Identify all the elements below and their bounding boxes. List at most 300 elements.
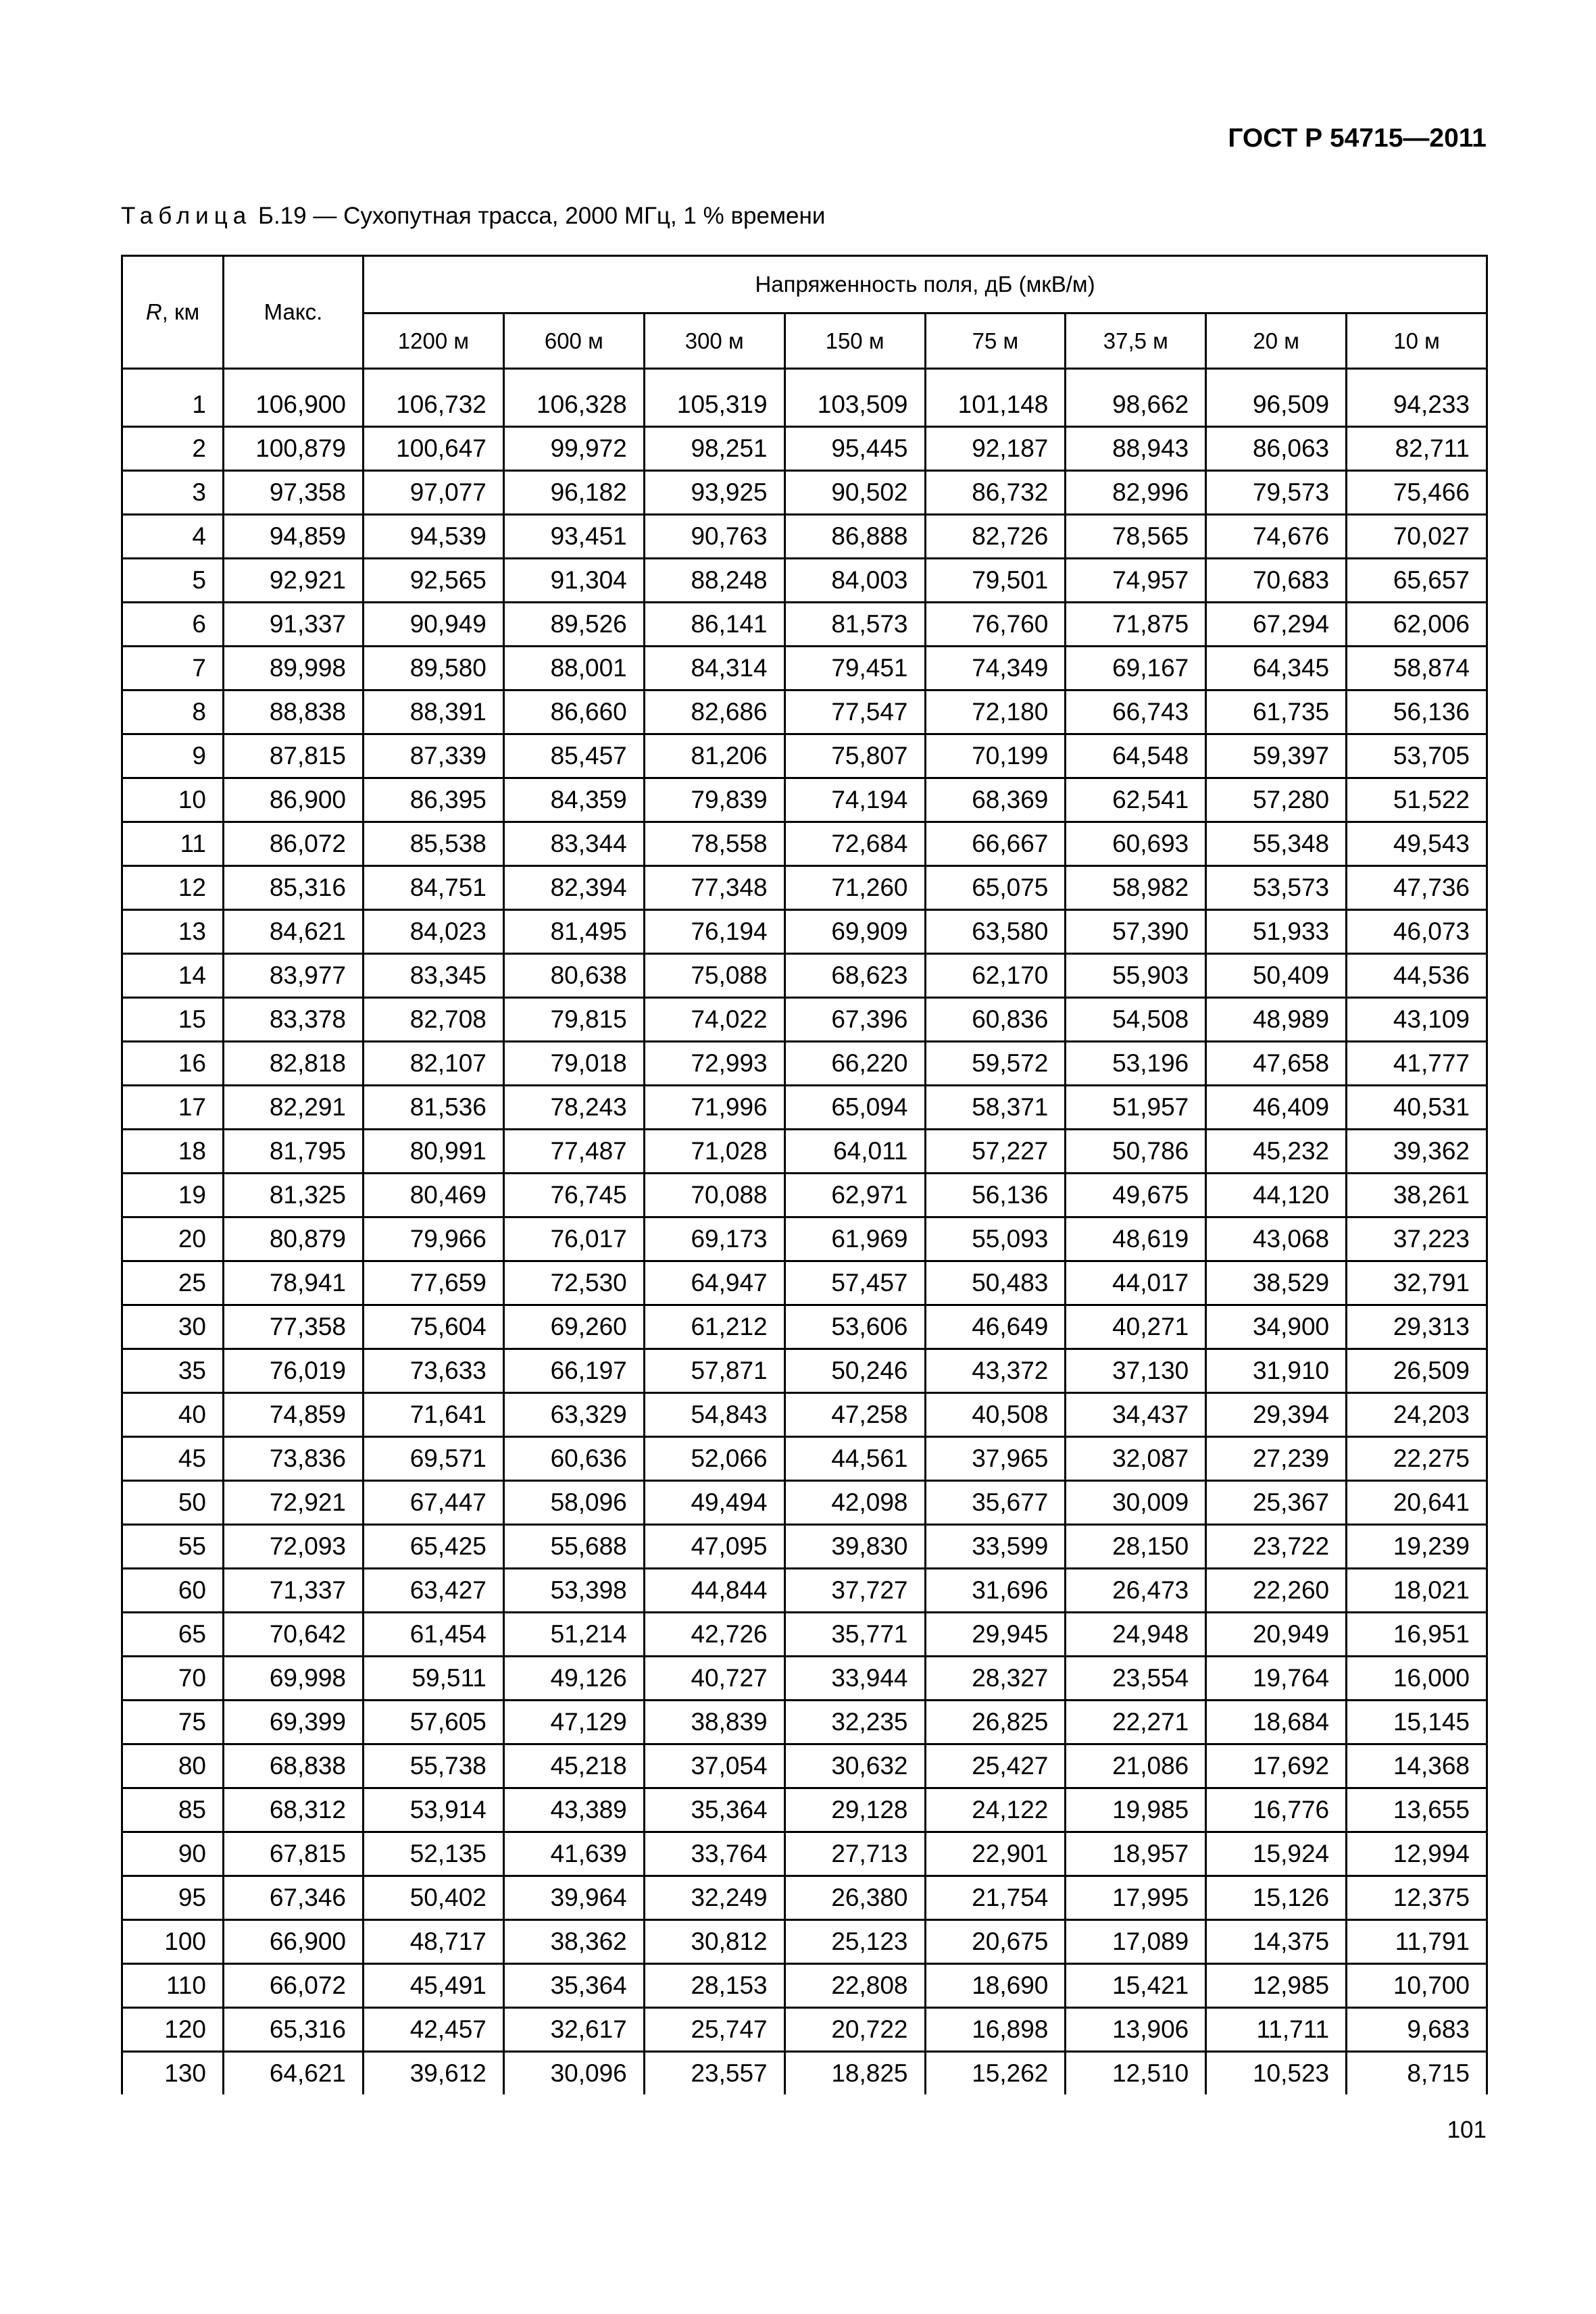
field-strength-cell: 45,491 bbox=[364, 1964, 504, 2008]
field-strength-cell: 55,903 bbox=[1066, 954, 1206, 998]
field-strength-cell: 53,914 bbox=[364, 1788, 504, 1832]
table-row bbox=[122, 559, 1487, 603]
field-strength-cell: 22,808 bbox=[784, 1964, 925, 2008]
distance-cell: 18 bbox=[122, 1130, 224, 1174]
table-caption bbox=[121, 203, 825, 230]
field-strength-cell: 43,068 bbox=[1206, 1217, 1347, 1261]
distance-cell: 80 bbox=[122, 1744, 224, 1788]
field-strength-cell: 26,509 bbox=[1347, 1349, 1487, 1393]
max-value-cell: 86,900 bbox=[224, 778, 364, 822]
field-strength-cell: 77,348 bbox=[644, 866, 784, 910]
field-strength-cell: 20,641 bbox=[1347, 1481, 1487, 1525]
max-value-cell: 80,879 bbox=[224, 1217, 364, 1261]
field-strength-cell: 78,565 bbox=[1066, 515, 1206, 559]
field-strength-cell: 69,571 bbox=[364, 1437, 504, 1481]
max-value-cell: 83,977 bbox=[224, 954, 364, 998]
field-strength-cell: 33,764 bbox=[644, 1832, 784, 1876]
field-strength-cell: 44,120 bbox=[1206, 1174, 1347, 1217]
caption-word: Таблица bbox=[121, 203, 252, 229]
field-strength-cell: 83,344 bbox=[503, 822, 644, 866]
table-row bbox=[122, 734, 1487, 778]
distance-cell: 25 bbox=[122, 1261, 224, 1305]
field-strength-cell: 19,764 bbox=[1206, 1657, 1347, 1701]
field-strength-cell: 65,425 bbox=[364, 1525, 504, 1569]
field-strength-cell: 76,017 bbox=[503, 1217, 644, 1261]
field-strength-cell: 53,398 bbox=[503, 1569, 644, 1613]
field-strength-cell: 90,502 bbox=[784, 471, 925, 515]
field-strength-cell: 79,966 bbox=[364, 1217, 504, 1261]
field-strength-cell: 93,451 bbox=[503, 515, 644, 559]
table-row bbox=[122, 2052, 1487, 2095]
field-strength-cell: 45,218 bbox=[503, 1744, 644, 1788]
field-strength-cell: 81,573 bbox=[784, 603, 925, 647]
field-strength-cell: 30,632 bbox=[784, 1744, 925, 1788]
field-strength-cell: 68,623 bbox=[784, 954, 925, 998]
field-strength-cell: 50,483 bbox=[925, 1261, 1066, 1305]
field-strength-cell: 75,604 bbox=[364, 1305, 504, 1349]
height-column-header: 37,5 м bbox=[1066, 313, 1206, 369]
height-column-header: 150 м bbox=[784, 313, 925, 369]
field-strength-cell: 57,871 bbox=[644, 1349, 784, 1393]
distance-cell: 15 bbox=[122, 998, 224, 1042]
distance-cell: 60 bbox=[122, 1569, 224, 1613]
field-strength-cell: 30,812 bbox=[644, 1920, 784, 1964]
field-strength-cell: 32,617 bbox=[503, 2008, 644, 2052]
field-strength-cell: 47,095 bbox=[644, 1525, 784, 1569]
max-value-cell: 88,838 bbox=[224, 690, 364, 734]
field-strength-cell: 84,314 bbox=[644, 647, 784, 690]
field-strength-cell: 80,991 bbox=[364, 1130, 504, 1174]
field-strength-cell: 76,194 bbox=[644, 910, 784, 954]
field-strength-cell: 86,395 bbox=[364, 778, 504, 822]
field-strength-cell: 52,135 bbox=[364, 1832, 504, 1876]
distance-cell: 75 bbox=[122, 1701, 224, 1744]
field-strength-cell: 59,397 bbox=[1206, 734, 1347, 778]
field-strength-cell: 57,280 bbox=[1206, 778, 1347, 822]
field-strength-cell: 48,619 bbox=[1066, 1217, 1206, 1261]
max-value-cell: 74,859 bbox=[224, 1393, 364, 1437]
field-strength-cell: 18,825 bbox=[784, 2052, 925, 2095]
field-strength-cell: 78,558 bbox=[644, 822, 784, 866]
max-value-cell: 77,358 bbox=[224, 1305, 364, 1349]
table-row bbox=[122, 384, 1487, 427]
header-gap-row bbox=[122, 369, 1487, 384]
field-strength-cell: 31,696 bbox=[925, 1569, 1066, 1613]
field-strength-cell: 61,735 bbox=[1206, 690, 1347, 734]
max-value-cell: 69,998 bbox=[224, 1657, 364, 1701]
table-row bbox=[122, 1701, 1487, 1744]
field-strength-cell: 64,947 bbox=[644, 1261, 784, 1305]
field-strength-cell: 23,722 bbox=[1206, 1525, 1347, 1569]
field-strength-cell: 88,943 bbox=[1066, 427, 1206, 471]
field-strength-table bbox=[121, 255, 1488, 2094]
field-strength-cell: 74,957 bbox=[1066, 559, 1206, 603]
field-strength-cell: 95,445 bbox=[784, 427, 925, 471]
max-value-cell: 69,399 bbox=[224, 1701, 364, 1744]
table-row bbox=[122, 515, 1487, 559]
table-row bbox=[122, 1437, 1487, 1481]
max-value-cell: 70,642 bbox=[224, 1613, 364, 1657]
field-strength-cell: 86,141 bbox=[644, 603, 784, 647]
table-row bbox=[122, 778, 1487, 822]
field-strength-cell: 63,329 bbox=[503, 1393, 644, 1437]
field-strength-cell: 38,362 bbox=[503, 1920, 644, 1964]
field-strength-cell: 67,294 bbox=[1206, 603, 1347, 647]
field-strength-cell: 29,945 bbox=[925, 1613, 1066, 1657]
field-strength-cell: 63,427 bbox=[364, 1569, 504, 1613]
max-value-cell: 71,337 bbox=[224, 1569, 364, 1613]
field-strength-cell: 96,182 bbox=[503, 471, 644, 515]
field-strength-cell: 70,027 bbox=[1347, 515, 1487, 559]
field-strength-cell: 44,017 bbox=[1066, 1261, 1206, 1305]
field-strength-cell: 33,944 bbox=[784, 1657, 925, 1701]
field-strength-cell: 45,232 bbox=[1206, 1130, 1347, 1174]
field-strength-cell: 79,839 bbox=[644, 778, 784, 822]
table-row bbox=[122, 1964, 1487, 2008]
max-value-cell: 86,072 bbox=[224, 822, 364, 866]
field-strength-cell: 66,220 bbox=[784, 1042, 925, 1086]
max-value-cell: 66,900 bbox=[224, 1920, 364, 1964]
table-row bbox=[122, 1174, 1487, 1217]
distance-cell: 70 bbox=[122, 1657, 224, 1701]
field-strength-cell: 69,173 bbox=[644, 1217, 784, 1261]
field-strength-cell: 32,791 bbox=[1347, 1261, 1487, 1305]
max-value-cell: 67,346 bbox=[224, 1876, 364, 1920]
table-row bbox=[122, 647, 1487, 690]
field-strength-cell: 21,086 bbox=[1066, 1744, 1206, 1788]
field-strength-cell: 30,009 bbox=[1066, 1481, 1206, 1525]
field-strength-cell: 28,150 bbox=[1066, 1525, 1206, 1569]
field-strength-cell: 57,457 bbox=[784, 1261, 925, 1305]
distance-cell: 14 bbox=[122, 954, 224, 998]
field-strength-cell: 19,239 bbox=[1347, 1525, 1487, 1569]
max-value-cell: 82,818 bbox=[224, 1042, 364, 1086]
max-value-cell: 83,378 bbox=[224, 998, 364, 1042]
field-strength-cell: 12,985 bbox=[1206, 1964, 1347, 2008]
table-row bbox=[122, 1305, 1487, 1349]
field-strength-cell: 101,148 bbox=[925, 384, 1066, 427]
field-strength-cell: 98,251 bbox=[644, 427, 784, 471]
field-strength-cell: 39,830 bbox=[784, 1525, 925, 1569]
field-strength-cell: 89,580 bbox=[364, 647, 504, 690]
table-row bbox=[122, 1920, 1487, 1964]
field-strength-cell: 62,541 bbox=[1066, 778, 1206, 822]
max-value-cell: 76,019 bbox=[224, 1349, 364, 1393]
field-strength-cell: 86,732 bbox=[925, 471, 1066, 515]
field-strength-cell: 94,539 bbox=[364, 515, 504, 559]
distance-cell: 50 bbox=[122, 1481, 224, 1525]
field-strength-cell: 51,214 bbox=[503, 1613, 644, 1657]
field-strength-cell: 105,319 bbox=[644, 384, 784, 427]
field-strength-cell: 24,122 bbox=[925, 1788, 1066, 1832]
field-strength-cell: 82,394 bbox=[503, 866, 644, 910]
distance-cell: 130 bbox=[122, 2052, 224, 2095]
field-strength-cell: 57,390 bbox=[1066, 910, 1206, 954]
field-strength-cell: 70,199 bbox=[925, 734, 1066, 778]
field-strength-cell: 11,711 bbox=[1206, 2008, 1347, 2052]
field-strength-cell: 22,901 bbox=[925, 1832, 1066, 1876]
field-strength-cell: 72,684 bbox=[784, 822, 925, 866]
field-strength-cell: 35,364 bbox=[644, 1788, 784, 1832]
table-row bbox=[122, 427, 1487, 471]
distance-cell: 85 bbox=[122, 1788, 224, 1832]
field-strength-cell: 77,659 bbox=[364, 1261, 504, 1305]
max-value-cell: 89,998 bbox=[224, 647, 364, 690]
field-strength-cell: 40,271 bbox=[1066, 1305, 1206, 1349]
field-strength-cell: 69,167 bbox=[1066, 647, 1206, 690]
max-value-cell: 94,859 bbox=[224, 515, 364, 559]
field-strength-cell: 75,807 bbox=[784, 734, 925, 778]
distance-cell: 95 bbox=[122, 1876, 224, 1920]
field-strength-cell: 21,754 bbox=[925, 1876, 1066, 1920]
field-strength-cell: 66,197 bbox=[503, 1349, 644, 1393]
distance-cell: 100 bbox=[122, 1920, 224, 1964]
field-strength-cell: 27,239 bbox=[1206, 1437, 1347, 1481]
field-strength-cell: 43,372 bbox=[925, 1349, 1066, 1393]
height-column-header: 20 м bbox=[1206, 313, 1347, 369]
field-strength-cell: 68,369 bbox=[925, 778, 1066, 822]
field-strength-cell: 76,760 bbox=[925, 603, 1066, 647]
field-strength-cell: 62,971 bbox=[784, 1174, 925, 1217]
table-row bbox=[122, 1832, 1487, 1876]
distance-cell: 5 bbox=[122, 559, 224, 603]
field-strength-cell: 58,982 bbox=[1066, 866, 1206, 910]
field-strength-cell: 60,836 bbox=[925, 998, 1066, 1042]
table-row bbox=[122, 1393, 1487, 1437]
field-strength-cell: 86,063 bbox=[1206, 427, 1347, 471]
field-strength-cell: 69,909 bbox=[784, 910, 925, 954]
field-strength-cell: 38,261 bbox=[1347, 1174, 1487, 1217]
field-strength-cell: 81,536 bbox=[364, 1086, 504, 1130]
field-strength-cell: 81,206 bbox=[644, 734, 784, 778]
field-strength-cell: 70,088 bbox=[644, 1174, 784, 1217]
field-strength-cell: 64,011 bbox=[784, 1130, 925, 1174]
field-strength-cell: 59,572 bbox=[925, 1042, 1066, 1086]
field-strength-cell: 48,989 bbox=[1206, 998, 1347, 1042]
field-strength-cell: 8,715 bbox=[1347, 2052, 1487, 2095]
field-strength-cell: 55,738 bbox=[364, 1744, 504, 1788]
table-row bbox=[122, 2008, 1487, 2052]
field-strength-cell: 67,396 bbox=[784, 998, 925, 1042]
field-strength-cell: 84,359 bbox=[503, 778, 644, 822]
table-row bbox=[122, 1217, 1487, 1261]
field-strength-cell: 42,457 bbox=[364, 2008, 504, 2052]
field-strength-cell: 35,364 bbox=[503, 1964, 644, 2008]
distance-cell: 30 bbox=[122, 1305, 224, 1349]
field-strength-cell: 44,536 bbox=[1347, 954, 1487, 998]
field-strength-cell: 58,096 bbox=[503, 1481, 644, 1525]
field-strength-cell: 60,636 bbox=[503, 1437, 644, 1481]
field-strength-cell: 56,136 bbox=[925, 1174, 1066, 1217]
max-value-cell: 72,093 bbox=[224, 1525, 364, 1569]
field-strength-cell: 42,726 bbox=[644, 1613, 784, 1657]
field-strength-cell: 92,187 bbox=[925, 427, 1066, 471]
field-strength-cell: 88,001 bbox=[503, 647, 644, 690]
field-strength-cell: 64,548 bbox=[1066, 734, 1206, 778]
field-strength-cell: 40,727 bbox=[644, 1657, 784, 1701]
field-strength-cell: 63,580 bbox=[925, 910, 1066, 954]
field-strength-cell: 29,128 bbox=[784, 1788, 925, 1832]
field-strength-cell: 87,339 bbox=[364, 734, 504, 778]
field-strength-cell: 74,194 bbox=[784, 778, 925, 822]
distance-cell: 3 bbox=[122, 471, 224, 515]
field-strength-cell: 18,957 bbox=[1066, 1832, 1206, 1876]
distance-cell: 90 bbox=[122, 1832, 224, 1876]
field-strength-cell: 56,136 bbox=[1347, 690, 1487, 734]
field-strength-cell: 15,262 bbox=[925, 2052, 1066, 2095]
distance-cell: 45 bbox=[122, 1437, 224, 1481]
distance-cell: 2 bbox=[122, 427, 224, 471]
field-strength-cell: 54,508 bbox=[1066, 998, 1206, 1042]
field-strength-cell: 86,888 bbox=[784, 515, 925, 559]
max-value-cell: 100,879 bbox=[224, 427, 364, 471]
field-strength-cell: 29,313 bbox=[1347, 1305, 1487, 1349]
field-strength-cell: 71,028 bbox=[644, 1130, 784, 1174]
field-strength-cell: 44,844 bbox=[644, 1569, 784, 1613]
field-strength-cell: 19,985 bbox=[1066, 1788, 1206, 1832]
distance-cell: 65 bbox=[122, 1613, 224, 1657]
table-header bbox=[122, 256, 1487, 369]
field-strength-cell: 47,736 bbox=[1347, 866, 1487, 910]
field-strength-cell: 48,717 bbox=[364, 1920, 504, 1964]
field-strength-cell: 71,875 bbox=[1066, 603, 1206, 647]
distance-cell: 1 bbox=[122, 384, 224, 427]
field-strength-cell: 18,690 bbox=[925, 1964, 1066, 2008]
field-strength-cell: 50,786 bbox=[1066, 1130, 1206, 1174]
distance-cell: 120 bbox=[122, 2008, 224, 2052]
field-strength-cell: 84,023 bbox=[364, 910, 504, 954]
field-strength-cell: 30,096 bbox=[503, 2052, 644, 2095]
field-strength-cell: 79,573 bbox=[1206, 471, 1347, 515]
field-strength-cell: 69,260 bbox=[503, 1305, 644, 1349]
field-strength-cell: 13,906 bbox=[1066, 2008, 1206, 2052]
field-strength-cell: 33,599 bbox=[925, 1525, 1066, 1569]
field-strength-cell: 61,454 bbox=[364, 1613, 504, 1657]
field-strength-cell: 65,094 bbox=[784, 1086, 925, 1130]
height-column-header: 1200 м bbox=[364, 313, 504, 369]
field-strength-cell: 17,692 bbox=[1206, 1744, 1347, 1788]
field-strength-cell: 75,466 bbox=[1347, 471, 1487, 515]
field-strength-cell: 79,815 bbox=[503, 998, 644, 1042]
field-strength-cell: 12,510 bbox=[1066, 2052, 1206, 2095]
distance-cell: 20 bbox=[122, 1217, 224, 1261]
field-strength-cell: 98,662 bbox=[1066, 384, 1206, 427]
height-column-header: 300 м bbox=[644, 313, 784, 369]
field-strength-cell: 37,727 bbox=[784, 1569, 925, 1613]
field-strength-cell: 43,389 bbox=[503, 1788, 644, 1832]
field-strength-cell: 80,469 bbox=[364, 1174, 504, 1217]
table-row bbox=[122, 1086, 1487, 1130]
table-row bbox=[122, 910, 1487, 954]
field-strength-cell: 42,098 bbox=[784, 1481, 925, 1525]
field-strength-cell: 15,421 bbox=[1066, 1964, 1206, 2008]
field-strength-cell: 81,495 bbox=[503, 910, 644, 954]
table-row bbox=[122, 866, 1487, 910]
field-strength-cell: 20,675 bbox=[925, 1920, 1066, 1964]
table-row bbox=[122, 1613, 1487, 1657]
field-strength-cell: 41,777 bbox=[1347, 1042, 1487, 1086]
distance-column-header: R, км bbox=[122, 256, 224, 369]
max-value-cell: 65,316 bbox=[224, 2008, 364, 2052]
field-strength-cell: 18,684 bbox=[1206, 1701, 1347, 1744]
distance-cell: 10 bbox=[122, 778, 224, 822]
field-strength-cell: 94,233 bbox=[1347, 384, 1487, 427]
table-row bbox=[122, 1525, 1487, 1569]
max-value-cell: 64,621 bbox=[224, 2052, 364, 2095]
field-strength-cell: 74,349 bbox=[925, 647, 1066, 690]
field-strength-cell: 65,075 bbox=[925, 866, 1066, 910]
table-row bbox=[122, 603, 1487, 647]
field-strength-cell: 32,249 bbox=[644, 1876, 784, 1920]
field-strength-cell: 23,557 bbox=[644, 2052, 784, 2095]
field-strength-cell: 47,658 bbox=[1206, 1042, 1347, 1086]
table-row bbox=[122, 690, 1487, 734]
table-row bbox=[122, 1876, 1487, 1920]
table-body bbox=[122, 384, 1487, 2094]
field-strength-cell: 100,647 bbox=[364, 427, 504, 471]
field-strength-cell: 51,522 bbox=[1347, 778, 1487, 822]
field-strength-cell: 46,073 bbox=[1347, 910, 1487, 954]
max-column-header: Макс. bbox=[224, 256, 364, 369]
table-row bbox=[122, 1261, 1487, 1305]
field-strength-cell: 22,260 bbox=[1206, 1569, 1347, 1613]
field-strength-cell: 12,375 bbox=[1347, 1876, 1487, 1920]
field-strength-cell: 77,487 bbox=[503, 1130, 644, 1174]
field-strength-cell: 26,825 bbox=[925, 1701, 1066, 1744]
caption-dash: — bbox=[313, 203, 337, 229]
field-strength-cell: 41,639 bbox=[503, 1832, 644, 1876]
max-value-cell: 73,836 bbox=[224, 1437, 364, 1481]
field-strength-cell: 52,066 bbox=[644, 1437, 784, 1481]
field-strength-cell: 82,996 bbox=[1066, 471, 1206, 515]
field-strength-cell: 59,511 bbox=[364, 1657, 504, 1701]
table-row bbox=[122, 471, 1487, 515]
field-strength-cell: 65,657 bbox=[1347, 559, 1487, 603]
field-strength-cell: 39,964 bbox=[503, 1876, 644, 1920]
field-strength-cell: 55,688 bbox=[503, 1525, 644, 1569]
field-strength-cell: 12,994 bbox=[1347, 1832, 1487, 1876]
field-strength-cell: 16,898 bbox=[925, 2008, 1066, 2052]
max-value-cell: 87,815 bbox=[224, 734, 364, 778]
field-strength-cell: 84,003 bbox=[784, 559, 925, 603]
field-strength-cell: 77,547 bbox=[784, 690, 925, 734]
height-column-header: 75 м bbox=[925, 313, 1066, 369]
field-strength-cell: 14,368 bbox=[1347, 1744, 1487, 1788]
distance-cell: 40 bbox=[122, 1393, 224, 1437]
field-strength-cell: 89,526 bbox=[503, 603, 644, 647]
field-strength-cell: 72,993 bbox=[644, 1042, 784, 1086]
field-strength-cell: 46,409 bbox=[1206, 1086, 1347, 1130]
field-strength-cell: 28,327 bbox=[925, 1657, 1066, 1701]
field-strength-cell: 32,087 bbox=[1066, 1437, 1206, 1481]
field-strength-cell: 17,089 bbox=[1066, 1920, 1206, 1964]
field-strength-cell: 47,129 bbox=[503, 1701, 644, 1744]
field-strength-cell: 106,732 bbox=[364, 384, 504, 427]
distance-cell: 35 bbox=[122, 1349, 224, 1393]
field-strength-cell: 51,933 bbox=[1206, 910, 1347, 954]
field-strength-cell: 13,655 bbox=[1347, 1788, 1487, 1832]
max-value-cell: 97,358 bbox=[224, 471, 364, 515]
table-row bbox=[122, 1788, 1487, 1832]
field-strength-cell: 24,948 bbox=[1066, 1613, 1206, 1657]
caption-number: Б.19 bbox=[257, 203, 307, 229]
field-strength-cell: 43,109 bbox=[1347, 998, 1487, 1042]
field-strength-cell: 10,700 bbox=[1347, 1964, 1487, 2008]
field-strength-cell: 51,957 bbox=[1066, 1086, 1206, 1130]
field-strength-cell: 93,925 bbox=[644, 471, 784, 515]
field-strength-cell: 60,693 bbox=[1066, 822, 1206, 866]
field-strength-cell: 85,457 bbox=[503, 734, 644, 778]
